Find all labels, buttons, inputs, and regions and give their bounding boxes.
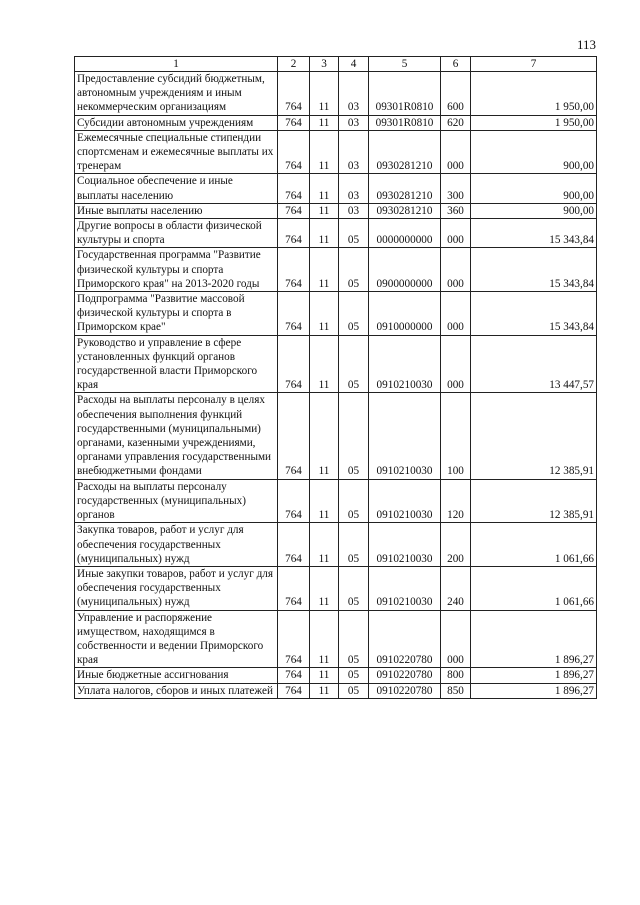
subsection-code-cell: 05 (339, 219, 369, 248)
ministry-code-cell: 764 (278, 130, 310, 174)
section-code-cell: 11 (310, 523, 339, 567)
subsection-code-cell: 05 (339, 393, 369, 479)
subsection-code-cell: 05 (339, 610, 369, 668)
section-code-cell: 11 (310, 115, 339, 130)
description-cell: Предоставление субсидий бюджетным, автономным учреждениям и иным некоммерческим организациям (75, 72, 278, 116)
table-row (75, 72, 597, 116)
subsection-code-cell: 03 (339, 174, 369, 203)
column-header-6: 6 (441, 57, 471, 72)
ministry-code-cell: 764 (278, 479, 310, 523)
amount-cell: 1 896,27 (471, 668, 597, 683)
ministry-code-cell: 764 (278, 115, 310, 130)
expense-type-cell: 200 (441, 523, 471, 567)
amount-cell: 1 896,27 (471, 683, 597, 698)
ministry-code-cell: 764 (278, 668, 310, 683)
amount-cell: 900,00 (471, 203, 597, 218)
table-row (75, 479, 597, 523)
section-code-cell: 11 (310, 248, 339, 292)
description-cell: Закупка товаров, работ и услуг для обеспечения государственных (муниципальных) нужд (75, 523, 278, 567)
description-cell: Другие вопросы в области физической культуры и спорта (75, 219, 278, 248)
description-cell: Иные закупки товаров, работ и услуг для обеспечения государственных (муниципальных) нужд (75, 566, 278, 610)
target-article-cell: 0000000000 (369, 219, 441, 248)
page-number: 113 (576, 37, 596, 52)
description-cell: Расходы на выплаты персоналу государственных (муниципальных) органов (75, 479, 278, 523)
description-cell: Расходы на выплаты персоналу в целях обеспечения выполнения функций государственными (муниципальными) органами, казенными учреждениями, органами управления государственными внебюджетными фондами (75, 393, 278, 479)
subsection-code-cell: 05 (339, 479, 369, 523)
table-row (75, 174, 597, 203)
target-article-cell: 0910210030 (369, 479, 441, 523)
description-cell: Руководство и управление в сфере установленных функций органов государственной власти Приморского края (75, 335, 278, 393)
table-row (75, 523, 597, 567)
description-cell: Уплата налогов, сборов и иных платежей (75, 683, 278, 698)
expense-type-cell: 240 (441, 566, 471, 610)
amount-cell: 900,00 (471, 174, 597, 203)
ministry-code-cell: 764 (278, 248, 310, 292)
expense-type-cell: 000 (441, 335, 471, 393)
target-article-cell: 0910220780 (369, 683, 441, 698)
amount-cell: 1 950,00 (471, 115, 597, 130)
amount-cell: 1 061,66 (471, 523, 597, 567)
amount-cell: 15 343,84 (471, 248, 597, 292)
expense-type-cell: 800 (441, 668, 471, 683)
subsection-code-cell: 05 (339, 683, 369, 698)
amount-cell: 13 447,57 (471, 335, 597, 393)
target-article-cell: 0910210030 (369, 393, 441, 479)
ministry-code-cell: 764 (278, 203, 310, 218)
table-row (75, 683, 597, 698)
description-cell: Иные бюджетные ассигнования (75, 668, 278, 683)
target-article-cell: 0910000000 (369, 292, 441, 336)
target-article-cell: 0930281210 (369, 174, 441, 203)
ministry-code-cell: 764 (278, 292, 310, 336)
ministry-code-cell: 764 (278, 335, 310, 393)
ministry-code-cell: 764 (278, 393, 310, 479)
amount-cell: 15 343,84 (471, 292, 597, 336)
target-article-cell: 09301R0810 (369, 72, 441, 116)
column-header-2: 2 (278, 57, 310, 72)
section-code-cell: 11 (310, 479, 339, 523)
description-cell: Государственная программа "Развитие физической культуры и спорта Приморского края" на 2013-2020 годы (75, 248, 278, 292)
ministry-code-cell: 764 (278, 72, 310, 116)
target-article-cell: 0930281210 (369, 130, 441, 174)
table-row (75, 610, 597, 668)
section-code-cell: 11 (310, 393, 339, 479)
subsection-code-cell: 05 (339, 292, 369, 336)
table-row (75, 248, 597, 292)
ministry-code-cell: 764 (278, 174, 310, 203)
description-cell: Иные выплаты населению (75, 203, 278, 218)
expense-type-cell: 620 (441, 115, 471, 130)
expense-type-cell: 100 (441, 393, 471, 479)
ministry-code-cell: 764 (278, 610, 310, 668)
subsection-code-cell: 03 (339, 130, 369, 174)
budget-table (74, 56, 597, 699)
ministry-code-cell: 764 (278, 219, 310, 248)
ministry-code-cell: 764 (278, 683, 310, 698)
table-row (75, 115, 597, 130)
description-cell: Подпрограмма "Развитие массовой физической культуры и спорта в Приморском крае" (75, 292, 278, 336)
table-row (75, 668, 597, 683)
column-header-3: 3 (310, 57, 339, 72)
section-code-cell: 11 (310, 174, 339, 203)
section-code-cell: 11 (310, 219, 339, 248)
section-code-cell: 11 (310, 203, 339, 218)
description-cell: Социальное обеспечение и иные выплаты населению (75, 174, 278, 203)
column-header-7: 7 (471, 57, 597, 72)
table-row (75, 335, 597, 393)
subsection-code-cell: 03 (339, 203, 369, 218)
table-row (75, 219, 597, 248)
section-code-cell: 11 (310, 610, 339, 668)
table-row (75, 566, 597, 610)
amount-cell: 12 385,91 (471, 479, 597, 523)
expense-type-cell: 000 (441, 292, 471, 336)
subsection-code-cell: 05 (339, 566, 369, 610)
target-article-cell: 0910210030 (369, 566, 441, 610)
table-row (75, 292, 597, 336)
expense-type-cell: 000 (441, 219, 471, 248)
description-cell: Субсидии автономным учреждениям (75, 115, 278, 130)
expense-type-cell: 300 (441, 174, 471, 203)
column-header-5: 5 (369, 57, 441, 72)
target-article-cell: 0910210030 (369, 523, 441, 567)
expense-type-cell: 000 (441, 248, 471, 292)
section-code-cell: 11 (310, 130, 339, 174)
target-article-cell: 0930281210 (369, 203, 441, 218)
ministry-code-cell: 764 (278, 566, 310, 610)
expense-type-cell: 000 (441, 130, 471, 174)
section-code-cell: 11 (310, 292, 339, 336)
subsection-code-cell: 03 (339, 115, 369, 130)
expense-type-cell: 600 (441, 72, 471, 116)
target-article-cell: 0910210030 (369, 335, 441, 393)
description-cell: Управление и распоряжение имуществом, находящимся в собственности и ведении Приморского края (75, 610, 278, 668)
subsection-code-cell: 05 (339, 523, 369, 567)
section-code-cell: 11 (310, 335, 339, 393)
column-header-4: 4 (339, 57, 369, 72)
expense-type-cell: 360 (441, 203, 471, 218)
column-header-1: 1 (75, 57, 278, 72)
subsection-code-cell: 05 (339, 668, 369, 683)
section-code-cell: 11 (310, 668, 339, 683)
target-article-cell: 0910220780 (369, 610, 441, 668)
section-code-cell: 11 (310, 683, 339, 698)
subsection-code-cell: 03 (339, 72, 369, 116)
subsection-code-cell: 05 (339, 335, 369, 393)
expense-type-cell: 000 (441, 610, 471, 668)
target-article-cell: 09301R0810 (369, 115, 441, 130)
amount-cell: 1 950,00 (471, 72, 597, 116)
target-article-cell: 0900000000 (369, 248, 441, 292)
amount-cell: 900,00 (471, 130, 597, 174)
description-cell: Ежемесячные специальные стипендии спортсменам и ежемесячные выплаты их тренерам (75, 130, 278, 174)
section-code-cell: 11 (310, 566, 339, 610)
expense-type-cell: 120 (441, 479, 471, 523)
amount-cell: 15 343,84 (471, 219, 597, 248)
section-code-cell: 11 (310, 72, 339, 116)
target-article-cell: 0910220780 (369, 668, 441, 683)
amount-cell: 1 896,27 (471, 610, 597, 668)
expense-type-cell: 850 (441, 683, 471, 698)
table-row (75, 393, 597, 479)
table-row (75, 203, 597, 218)
ministry-code-cell: 764 (278, 523, 310, 567)
table-row (75, 130, 597, 174)
amount-cell: 12 385,91 (471, 393, 597, 479)
table-header-row (75, 57, 597, 72)
subsection-code-cell: 05 (339, 248, 369, 292)
amount-cell: 1 061,66 (471, 566, 597, 610)
